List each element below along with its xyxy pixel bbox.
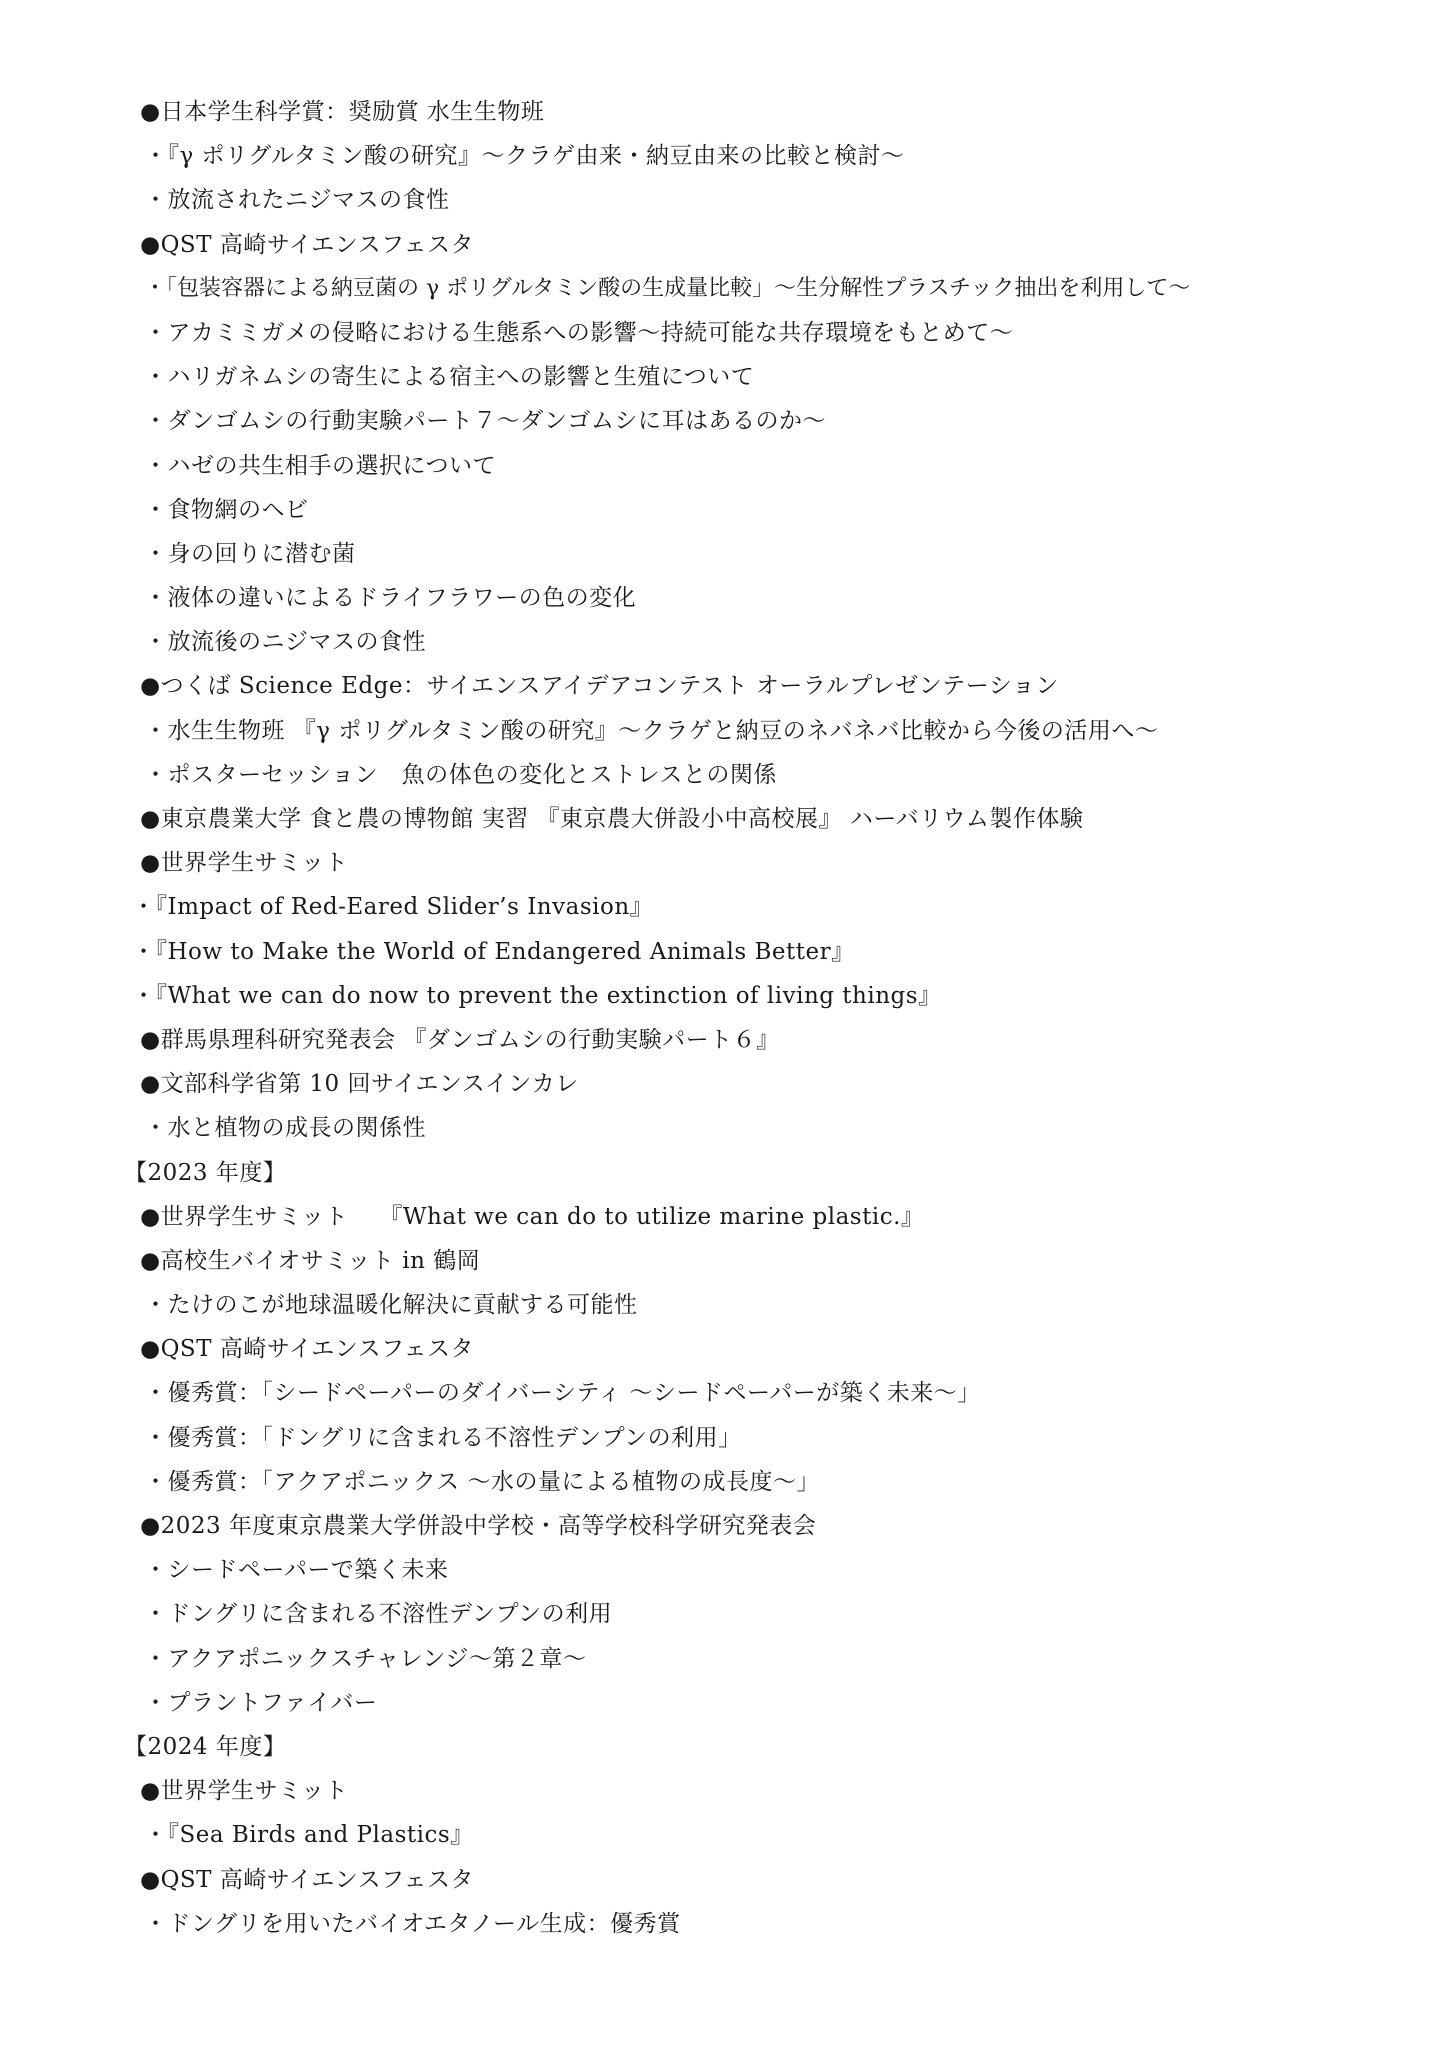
list-item: ・『Sea Birds and Plastics』 (144, 1822, 474, 1849)
list-item: ・アカミミガメの侵略における生態系への影響～持続可能な共存環境をもとめて～ (144, 319, 1014, 346)
list-item: ・『What we can do now to prevent the extinction of living things』 (132, 982, 942, 1009)
list-heading: ●日本学生科学賞：奨励賞 水生生物班 (140, 99, 545, 125)
list-heading: ●群馬県理科研究発表会 『ダンゴムシの行動実験パート６』 (140, 1026, 780, 1053)
list-item: ・食物網のヘビ (144, 496, 309, 523)
list-heading: ●世界学生サミット 『What we can do to utilize marine plastic.』 (140, 1203, 925, 1230)
list-item: ・『γ ポリグルタミン酸の研究』～クラゲ由来・納豆由来の比較と検討～ (144, 143, 905, 170)
list-item: ・身の回りに潜む菌 (144, 540, 356, 567)
list-heading: ●文部科学省第 10 回サイエンスインカレ (140, 1071, 579, 1098)
list-item: ・たけのこが地球温暖化解決に貢献する可能性 (144, 1292, 638, 1319)
list-item: ・『How to Make the World of Endangered Animals Better』 (132, 938, 855, 965)
year-heading: 【2023 年度】 (124, 1159, 287, 1186)
list-item: ・シードペーパーで築く未来 (144, 1557, 449, 1584)
list-item: ・『Impact of Red-Eared Slider’s Invasion』 (132, 894, 654, 921)
list-item: ・水と植物の成長の関係性 (144, 1115, 426, 1142)
document-lines (0, 90, 1448, 1946)
list-heading: ●世界学生サミット (140, 1778, 349, 1805)
list-heading: ●つくば Science Edge：サイエンスアイデアコンテスト オーラルプレゼンテーション (140, 673, 1059, 700)
list-heading: ●2023 年度東京農業大学併設中学校・高等学校科学研究発表会 (140, 1513, 817, 1539)
list-item: ・「包装容器による納豆菌の γ ポリグルタミン酸の生成量比較」～生分解性プラスチック抽出を利用して～ (144, 275, 1191, 301)
list-heading: ●QST 高崎サイエンスフェスタ (140, 1336, 474, 1363)
list-item: ・放流されたニジマスの食性 (144, 187, 450, 214)
list-item: ・優秀賞：「シードペーパーのダイバーシティ ～シードペーパーが築く未来～」 (144, 1380, 981, 1407)
list-heading: ●QST 高崎サイエンスフェスタ (140, 1866, 474, 1893)
list-item: ・ポスターセッション 魚の体色の変化とストレスとの関係 (144, 761, 777, 788)
list-item: ・ハゼの共生相手の選択について (144, 452, 497, 479)
list-item: ・ドングリに含まれる不溶性デンプンの利用 (144, 1601, 613, 1628)
list-item: ・優秀賞：「ドングリに含まれる不溶性デンプンの利用」 (144, 1424, 742, 1451)
list-item: ・優秀賞：「アクアポニックス ～水の量による植物の成長度～」 (144, 1468, 820, 1495)
list-item: ・放流後のニジマスの食性 (144, 629, 426, 656)
list-item: ・ダンゴムシの行動実験パート７～ダンゴムシに耳はあるのか～ (144, 408, 826, 435)
list-item: ・水生生物班 『γ ポリグルタミン酸の研究』～クラゲと納豆のネバネバ比較から今後の活用へ～ (144, 717, 1159, 744)
list-heading: ●世界学生サミット (140, 850, 349, 877)
list-heading: ●高校生バイオサミット in 鶴岡 (140, 1247, 481, 1274)
list-heading: ●東京農業大学 食と農の博物館 実習 『東京農大併設小中高校展』 ハーバリウム製作体験 (140, 806, 1084, 832)
list-item: ・ドングリを用いたバイオエタノール生成：優秀賞 (144, 1910, 681, 1937)
year-heading: 【2024 年度】 (124, 1733, 287, 1760)
list-item: ・液体の違いによるドライフラワーの色の変化 (144, 585, 637, 612)
list-item: ・ハリガネムシの寄生による宿主への影響と生殖について (144, 364, 755, 391)
list-item: ・プラントファイバー (144, 1689, 378, 1716)
list-heading: ●QST 高崎サイエンスフェスタ (140, 231, 474, 258)
list-item: ・アクアポニックスチャレンジ～第２章～ (144, 1645, 587, 1672)
